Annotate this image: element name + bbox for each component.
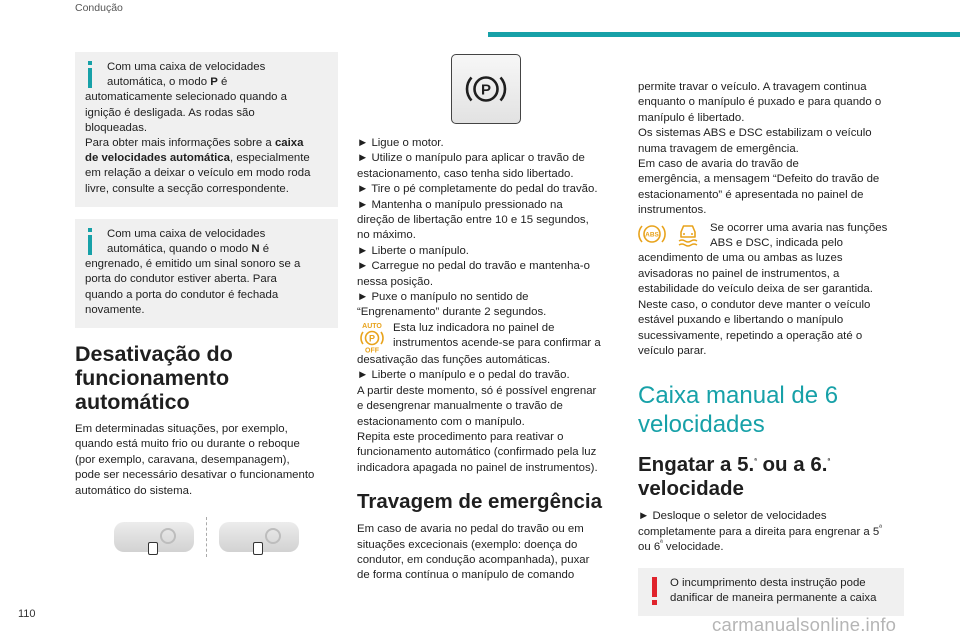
lamp-line: instrumentos acende-se para confirmar a	[393, 337, 601, 350]
body-line: e desengrenar manualmente o travão de	[357, 400, 563, 413]
body-line: Em caso de avaria do travão de	[638, 158, 799, 171]
body-line: estacionamento com o manípulo.	[357, 415, 525, 428]
auto-lamp-block	[357, 321, 615, 368]
watermark: carmanualsonline.info	[712, 614, 897, 635]
body-line: Repita este procedimento para reativar o	[357, 430, 564, 443]
body-line: veículo parar.	[638, 344, 707, 357]
step-line: nessa posição.	[357, 275, 433, 288]
body-line: (por exemplo, caravana, desempanagem),	[75, 453, 290, 466]
chapter-title: Caixa manual de 6 velocidades	[638, 382, 839, 439]
body-line: de forma contínua o manípulo de comando	[357, 569, 575, 582]
body-line: permite travar o veículo. A travagem continua	[638, 81, 867, 93]
step-line: no máximo.	[357, 229, 416, 242]
body-line: sucessivamente, repetindo a operação até o	[638, 329, 863, 342]
warning-line: O incumprimento desta instrução pode	[670, 576, 866, 589]
step-line: ► Liberte o manípulo.	[357, 244, 469, 257]
body-line: situações excecionais (exemplo: doença do	[357, 538, 578, 551]
stability-control-icon	[674, 221, 702, 247]
control-stalk-right	[219, 522, 299, 552]
body-line: instrumentos.	[638, 204, 707, 217]
section-heading: Engatar a 5.$^ª$ ou a 6.$^ª$ velocidade	[638, 453, 831, 501]
body-line: A partir deste momento, só é possível engrenar	[357, 384, 597, 397]
park-letter: P	[368, 333, 376, 344]
step-line: ► Desloque o seletor de velocidades	[638, 510, 827, 523]
body-line: emergência, a mensagem “Defeito do travão de	[638, 173, 880, 186]
page-number: 110	[18, 608, 36, 620]
step-line: “Engrenamento” durante 2 segundos.	[357, 306, 547, 319]
auto-park-off-icon	[357, 321, 387, 353]
note-line: automaticamente selecionado quando a	[85, 91, 288, 104]
body-line: Os sistemas ABS e DSC estabilizam o veículo	[638, 127, 872, 140]
note-line: Com uma caixa de velocidades	[107, 61, 266, 73]
warning-line: danificar de maneira permanente a caixa	[670, 591, 877, 604]
body-line: estabilidade do veículo deixa de ser garantida.	[638, 283, 873, 296]
info-note	[75, 219, 338, 328]
note-line: novamente.	[85, 303, 145, 316]
step-line: ► Puxe o manípulo no sentido de	[357, 291, 529, 304]
column-left	[75, 52, 338, 559]
exclamation-icon	[650, 577, 660, 607]
step-line: direção de libertação entre 10 e 15 segundos,	[357, 214, 589, 227]
step-line: ► Ligue o motor.	[357, 137, 444, 149]
info-icon	[85, 228, 97, 258]
note-line: engrenado, é emitido um sinal sonoro se a	[85, 258, 301, 271]
step-line: completamente para a direita para engrenar a $5^ª$	[638, 524, 882, 538]
parking-brake-icon	[451, 54, 521, 124]
body-line: estacionamento” é apresentada no painel de	[638, 188, 864, 201]
body-line: funcionamento automático (confirmado pela luz	[357, 446, 597, 459]
body-line: Se ocorrer uma avaria nas funções	[710, 221, 888, 234]
brake-control-illustration	[75, 515, 338, 559]
note-line: automática, o modo P é	[107, 76, 228, 89]
column-middle	[357, 52, 615, 584]
section-heading: Desativação do funcionamento automático	[75, 342, 233, 415]
note-line: bloqueadas.	[85, 121, 148, 134]
step-line: ou $6^ª$ velocidade.	[638, 540, 724, 554]
body-line: enquanto o manípulo é puxado e para quando o	[638, 96, 882, 109]
section-title: Condução	[75, 2, 123, 14]
warning-lamps	[638, 221, 702, 247]
note-line: Para obter mais informações sobre a caixa	[85, 137, 304, 150]
note-line: em relação a deixar o veículo em modo roda	[85, 167, 311, 180]
info-icon	[85, 61, 97, 91]
body-line: estável puxando e libertando o manípulo	[638, 314, 844, 327]
step-line: ► Tire o pé completamente do pedal do travão.	[357, 183, 598, 196]
note-line: livre, consulte a secção correspondente.	[85, 182, 289, 195]
body-line: acendimento de uma ou ambas as luzes	[638, 252, 843, 265]
body-line: condutor, em condução acompanhada), puxar	[357, 553, 590, 566]
step-line: ► Utilize o manípulo para aplicar o travão de	[357, 152, 585, 165]
step-line: estacionamento, caso tenha sido libertado.	[357, 167, 574, 180]
note-line: porta do condutor estiver aberta. Para	[85, 273, 277, 286]
abs-warning-icon	[638, 221, 666, 247]
step-line: ► Carregue no pedal do travão e mantenha-o	[357, 260, 590, 273]
abs-label: ABS	[645, 231, 659, 239]
body-line: ABS e DSC, indicada pelo	[710, 237, 843, 250]
body-line: indicadora apagada no painel de instrumentos).	[357, 461, 598, 474]
body-line: quando está muito frio ou durante o reboque	[75, 438, 300, 451]
body-line: Em determinadas situações, por exemplo,	[75, 423, 288, 436]
note-line: Com uma caixa de velocidades	[107, 227, 266, 240]
auto-label: AUTO	[362, 322, 382, 330]
body-line: numa travagem de emergência.	[638, 142, 799, 155]
step-line: ► Mantenha o manípulo pressionado na	[357, 198, 563, 211]
note-line: quando a porta do condutor é fechada	[85, 288, 279, 301]
body-line: automático do sistema.	[75, 484, 193, 497]
off-label: OFF	[365, 347, 379, 353]
lamp-line: desativação das funções automáticas.	[357, 353, 551, 366]
body-line: Neste caso, o condutor deve manter o veículo	[638, 298, 871, 311]
control-stalk-left	[114, 522, 194, 552]
column-right	[638, 80, 904, 616]
header-accent-bar	[488, 32, 960, 37]
body-line: pode ser necessário desativar o funcionamento	[75, 469, 315, 482]
note-line: ignição é desligada. As rodas são	[85, 106, 255, 119]
body-line: ► Liberte o manípulo e o pedal do travão.	[357, 369, 570, 382]
note-line: automática, quando o modo N é	[107, 243, 270, 256]
note-line: de velocidades automática, especialmente	[85, 152, 310, 165]
body-line: avisadoras no painel de instrumentos, a	[638, 267, 840, 280]
lamp-line: Esta luz indicadora no painel de	[393, 321, 555, 334]
warning-note	[638, 568, 904, 617]
svg-text:P: P	[480, 81, 492, 99]
body-line: Em caso de avaria no pedal do travão ou em	[357, 523, 584, 536]
info-note	[75, 52, 338, 207]
abs-fault-block	[638, 221, 904, 360]
body-line: manípulo é libertado.	[638, 111, 745, 124]
section-heading: Travagem de emergência	[357, 490, 602, 514]
